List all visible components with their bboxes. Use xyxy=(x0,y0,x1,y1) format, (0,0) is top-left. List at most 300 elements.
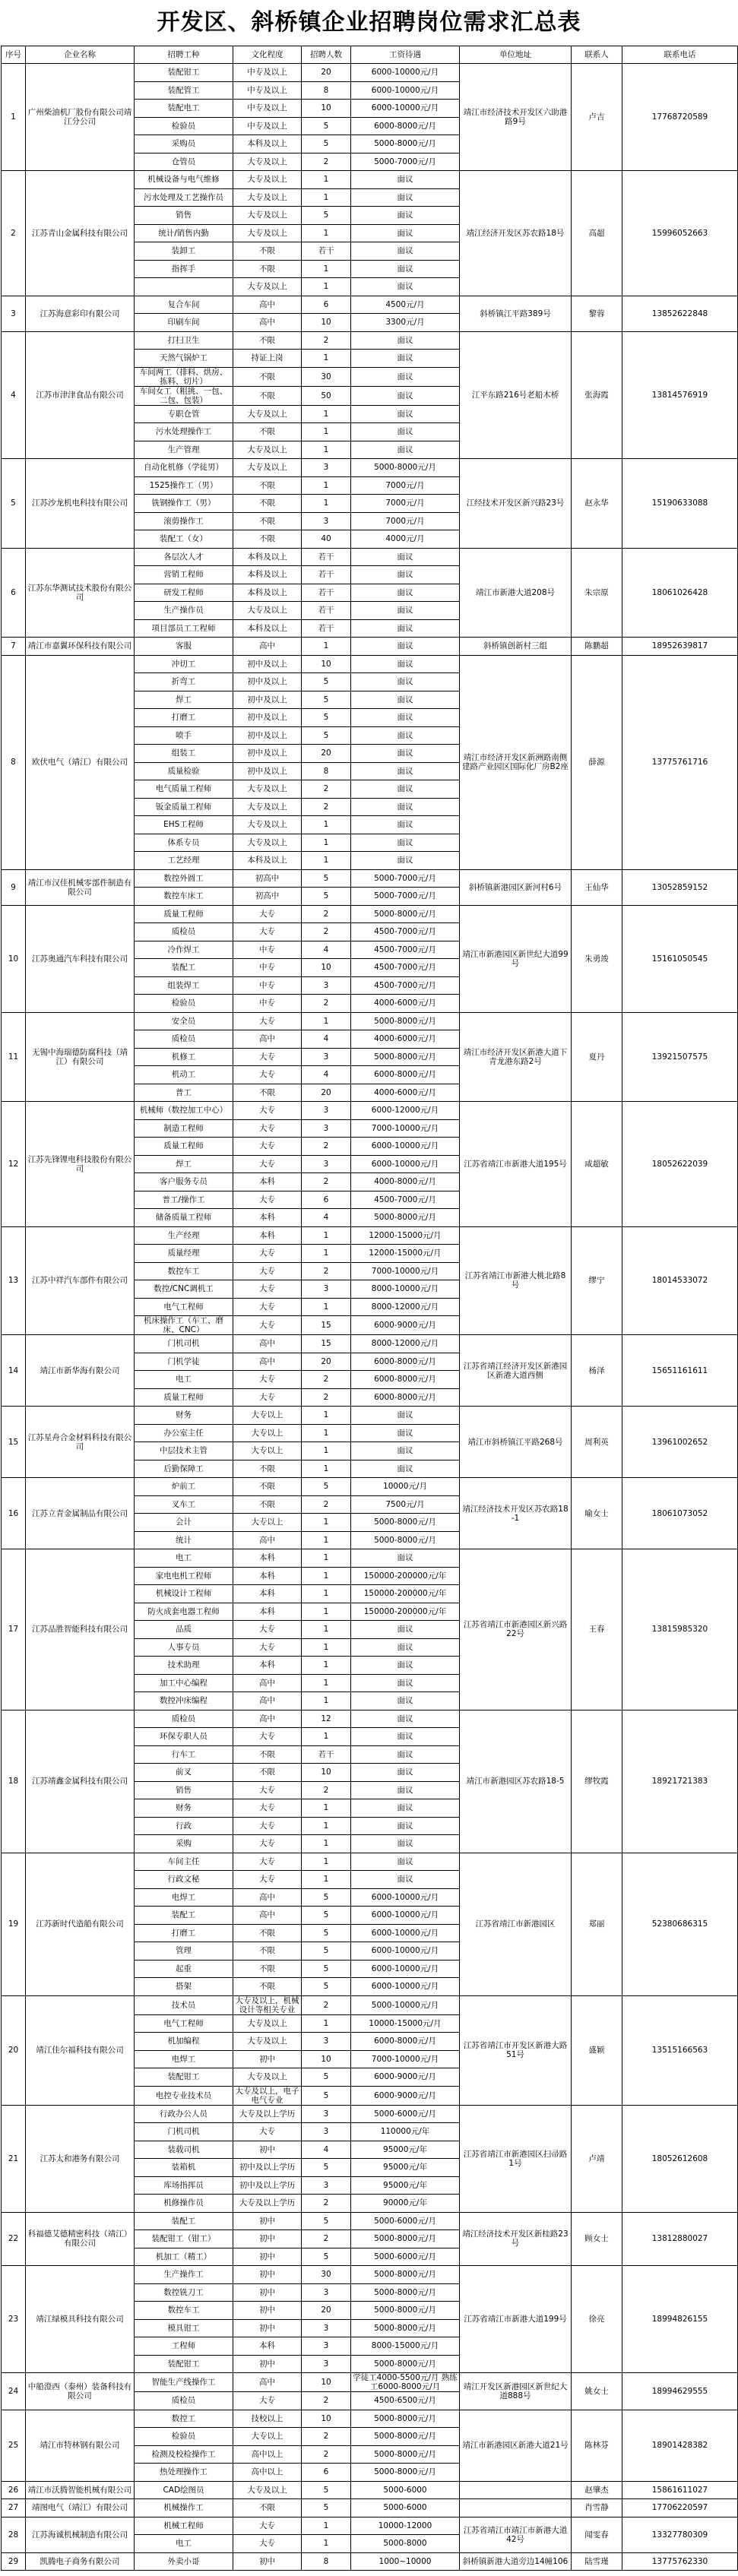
education: 不限 xyxy=(233,476,302,495)
salary: 6000-8000元/月 xyxy=(351,2033,460,2051)
education: 本科 xyxy=(233,1585,302,1603)
job-title: 机修操作员 xyxy=(135,2195,233,2213)
job-title: 电工 xyxy=(135,1371,233,1389)
salary: 面议 xyxy=(351,1549,460,1568)
education: 初高中 xyxy=(233,888,302,906)
company-address xyxy=(460,2481,572,2499)
education: 本科 xyxy=(233,1549,302,1568)
headcount: 3 xyxy=(302,2355,351,2373)
headcount: 1 xyxy=(302,1621,351,1639)
education: 大专 xyxy=(233,2123,302,2141)
education: 本科及以上 xyxy=(233,548,302,566)
contact-phone: 18901428382 xyxy=(622,2410,738,2481)
contact-phone: 13775761716 xyxy=(622,655,738,869)
headcount: 若干 xyxy=(302,619,351,638)
company-name: 江苏沙龙机电科技有限公司 xyxy=(26,459,135,549)
education: 大专 xyxy=(233,2517,302,2535)
education: 中专及以上 xyxy=(233,81,302,100)
headcount: 10 xyxy=(302,314,351,332)
salary: 5000-8000元/月 xyxy=(351,2464,460,2482)
salary: 面议 xyxy=(351,852,460,870)
header-row xyxy=(2,46,738,64)
headcount: 3 xyxy=(302,1119,351,1138)
education: 初中 xyxy=(233,2552,302,2571)
headcount: 1 xyxy=(302,405,351,423)
headcount: 1 xyxy=(302,2535,351,2553)
headcount: 2 xyxy=(302,2428,351,2446)
table-row xyxy=(2,1012,738,1030)
education: 初中 xyxy=(233,2302,302,2320)
education: 大专及以上 xyxy=(233,602,302,620)
row-number: 7 xyxy=(2,638,26,656)
salary: 8000-12000元/月 xyxy=(351,1335,460,1353)
headcount: 若干 xyxy=(302,602,351,620)
job-title: 营销工程师 xyxy=(135,566,233,584)
job-title: 机加编程 xyxy=(135,2033,233,2051)
job-title: 工程师 xyxy=(135,2337,233,2356)
education: 高中 xyxy=(233,1674,302,1692)
job-title: 行政文秘 xyxy=(135,1871,233,1889)
contact-phone: 15190633088 xyxy=(622,459,738,549)
headcount: 3 xyxy=(302,2105,351,2123)
headcount: 1 xyxy=(302,1424,351,1442)
education: 大专 xyxy=(233,1728,302,1746)
row-number: 4 xyxy=(2,331,26,459)
salary: 95000元/年 xyxy=(351,2159,460,2177)
salary: 面议 xyxy=(351,1424,460,1442)
table-row xyxy=(2,548,738,566)
company-address: 靖江经济技术开发区新桂路23号 xyxy=(460,2212,572,2266)
table-row xyxy=(2,171,738,189)
headcount: 2 xyxy=(302,995,351,1013)
contact-phone: 18952639817 xyxy=(622,638,738,656)
job-title: 机床操作工（车工、磨床、CNC） xyxy=(135,1316,233,1335)
education: 初中 xyxy=(233,2248,302,2266)
job-title: 装箱机 xyxy=(135,2159,233,2177)
contact-person: 朱勇竣 xyxy=(572,905,622,1012)
education: 大专 xyxy=(233,1138,302,1156)
row-number: 8 xyxy=(2,655,26,869)
headcount: 若干 xyxy=(302,1745,351,1764)
row-number: 15 xyxy=(2,1407,26,1478)
headcount: 1 xyxy=(302,224,351,242)
job-title: 前叉 xyxy=(135,1764,233,1782)
table-row xyxy=(2,1407,738,1425)
job-title: 数控铣刀工 xyxy=(135,2283,233,2302)
job-title: 复合车间 xyxy=(135,296,233,314)
headcount: 1 xyxy=(302,495,351,513)
company-name: 江苏品胜智能科技有限公司 xyxy=(26,1549,135,1710)
headcount: 5 xyxy=(302,2499,351,2517)
education: 持证上岗 xyxy=(233,350,302,368)
education: 大专及以上 xyxy=(233,816,302,834)
company-name: 江苏靖鑫金属科技有限公司 xyxy=(26,1710,135,1853)
headcount: 2 xyxy=(302,153,351,171)
salary: 面议 xyxy=(351,1710,460,1728)
contact-phone: 13814576919 xyxy=(622,331,738,459)
salary: 5000-7000元/月 xyxy=(351,888,460,906)
salary: 5000-6000 xyxy=(351,2499,460,2517)
header-cell: 文化程度 xyxy=(233,46,302,64)
salary: 5000-8000元/月 xyxy=(351,2428,460,2446)
salary: 面议 xyxy=(351,691,460,709)
company-name: 靖江市特林钢有限公司 xyxy=(26,2410,135,2481)
job-title: 数控工 xyxy=(135,2410,233,2428)
headcount: 15 xyxy=(302,1335,351,1353)
headcount: 2 xyxy=(302,1388,351,1407)
salary: 6000-8000元/月 xyxy=(351,1066,460,1084)
header-cell: 工资待遇 xyxy=(351,46,460,64)
job-title: 数控车工 xyxy=(135,2302,233,2320)
education: 不限 xyxy=(233,495,302,513)
salary: 5000-8000元/月 xyxy=(351,459,460,477)
row-number: 1 xyxy=(2,64,26,171)
contact-person: 黎蓉 xyxy=(572,296,622,331)
salary: 面议 xyxy=(351,726,460,745)
company-name: 江苏新时代造船有限公司 xyxy=(26,1853,135,1995)
table-row xyxy=(2,1549,738,1568)
headcount: 1 xyxy=(302,171,351,189)
job-title: 普工 xyxy=(135,1084,233,1102)
page-title: 开发区、斜桥镇企业招聘岗位需求汇总表 xyxy=(157,9,581,36)
headcount: 1 xyxy=(302,1549,351,1568)
company-name: 江苏海意彩印有限公司 xyxy=(26,296,135,331)
job-title: 行政 xyxy=(135,1817,233,1835)
education: 技校以上 xyxy=(233,2410,302,2428)
job-title: 指挥手 xyxy=(135,260,233,278)
headcount: 1 xyxy=(302,1226,351,1245)
company-address: 靖江开发区新港园区新世纪大道888号 xyxy=(460,2373,572,2410)
contact-person: 陈林芬 xyxy=(572,2410,622,2481)
headcount: 5 xyxy=(302,2248,351,2266)
education: 不限 xyxy=(233,367,302,386)
education: 不限 xyxy=(233,1084,302,1102)
education: 大专及以上学历 xyxy=(233,2105,302,2123)
education: 不限 xyxy=(233,1460,302,1478)
education: 初中 xyxy=(233,2355,302,2373)
headcount: 5 xyxy=(302,709,351,727)
salary: 5000-8000元/月 xyxy=(351,1048,460,1066)
headcount: 1 xyxy=(302,1657,351,1675)
job-title: 数控车工 xyxy=(135,1262,233,1280)
contact-person: 咸超敏 xyxy=(572,1102,622,1227)
education: 本科 xyxy=(233,1567,302,1585)
salary: 6000-10000元/月 xyxy=(351,100,460,118)
education: 大专 xyxy=(233,1638,302,1657)
salary: 面议 xyxy=(351,1460,460,1478)
contact-phone: 18014533072 xyxy=(622,1226,738,1335)
company-address: 江苏省靖江市开发区新港大路51号 xyxy=(460,1995,572,2105)
job-title: 热处理操作工 xyxy=(135,2464,233,2482)
salary: 4500-7000元/月 xyxy=(351,959,460,977)
salary: 6000-8000元/月 xyxy=(351,1371,460,1389)
salary: 面议 xyxy=(351,709,460,727)
education: 中专及以上 xyxy=(233,117,302,135)
table-row xyxy=(2,2499,738,2517)
row-number: 27 xyxy=(2,2499,26,2517)
salary: 5000-8000元/月 xyxy=(351,1209,460,1227)
job-title: 装配工 xyxy=(135,959,233,977)
salary: 90000元/年 xyxy=(351,2195,460,2213)
job-title: 组装焊工 xyxy=(135,976,233,995)
company-name: 靖江市新华海有限公司 xyxy=(26,1335,135,1407)
headcount: 15 xyxy=(302,1316,351,1335)
headcount: 2 xyxy=(302,2392,351,2410)
salary: 6000-10000元/月 xyxy=(351,1942,460,1960)
headcount: 5 xyxy=(302,1478,351,1496)
education: 不限 xyxy=(233,530,302,549)
education: 大专及以上 xyxy=(233,224,302,242)
education: 高中 xyxy=(233,638,302,656)
headcount: 5 xyxy=(302,1888,351,1907)
education: 不限 xyxy=(233,423,302,441)
headcount: 3 xyxy=(302,1048,351,1066)
job-title: 数控冲床编程 xyxy=(135,1692,233,1710)
headcount: 3 xyxy=(302,2033,351,2051)
row-number: 9 xyxy=(2,869,26,905)
headcount: 5 xyxy=(302,207,351,225)
education: 本科及以上 xyxy=(233,852,302,870)
row-number: 23 xyxy=(2,2266,26,2373)
job-title: 印刷车间 xyxy=(135,314,233,332)
salary: 7000元/月 xyxy=(351,495,460,513)
headcount: 1 xyxy=(302,1012,351,1030)
job-title: 钣金质量工程师 xyxy=(135,798,233,816)
education: 不限 xyxy=(233,2499,302,2517)
salary: 6000-10000元/月 xyxy=(351,1138,460,1156)
education: 本科 xyxy=(233,1173,302,1191)
contact-person: 朱宗原 xyxy=(572,548,622,638)
contact-person: 陆雪瑾 xyxy=(572,2552,622,2571)
salary: 110000元/年 xyxy=(351,2123,460,2141)
contact-phone: 18994826155 xyxy=(622,2266,738,2373)
job-title: 门机学徒 xyxy=(135,1353,233,1371)
salary: 5000-6000 xyxy=(351,2481,460,2499)
salary: 7500元/月 xyxy=(351,1495,460,1514)
job-title: 研发工程师 xyxy=(135,584,233,602)
salary: 面议 xyxy=(351,798,460,816)
headcount: 1 xyxy=(302,2014,351,2033)
header-cell: 联系电话 xyxy=(622,46,738,64)
contact-phone: 15651161611 xyxy=(622,1335,738,1407)
education: 中专 xyxy=(233,959,302,977)
education: 本科 xyxy=(233,1226,302,1245)
job-title: 客服 xyxy=(135,638,233,656)
contact-phone: 15996052663 xyxy=(622,171,738,296)
job-title: 智能生产线操作工 xyxy=(135,2373,233,2392)
education: 中专及以上 xyxy=(233,100,302,118)
contact-person: 高超 xyxy=(572,171,622,296)
company-name: 江苏奥通汽车科技有限公司 xyxy=(26,905,135,1012)
education: 大专 xyxy=(233,923,302,941)
headcount: 1 xyxy=(302,1853,351,1871)
row-number: 12 xyxy=(2,1102,26,1227)
headcount: 30 xyxy=(302,367,351,386)
job-title: 采购员 xyxy=(135,135,233,153)
contact-person: 缪宁 xyxy=(572,1226,622,1335)
salary: 4000元/月 xyxy=(351,530,460,549)
job-title: 技术助理 xyxy=(135,1657,233,1675)
job-title: 打扫卫生 xyxy=(135,331,233,350)
education: 大专 xyxy=(233,1119,302,1138)
job-title: 组装工 xyxy=(135,745,233,763)
education: 高中 xyxy=(233,1335,302,1353)
header-cell: 联系人 xyxy=(572,46,622,64)
salary: 面议 xyxy=(351,1799,460,1818)
education: 大专及以上 xyxy=(233,2014,302,2033)
salary: 5000-8000元/月 xyxy=(351,2283,460,2302)
row-number: 3 xyxy=(2,296,26,331)
education: 初中 xyxy=(233,2319,302,2337)
contact-person: 顾女士 xyxy=(572,2212,622,2266)
salary: 10000-15000元/月 xyxy=(351,2014,460,2033)
education: 高中 xyxy=(233,1888,302,1907)
contact-person: 张海霞 xyxy=(572,331,622,459)
salary: 面议 xyxy=(351,405,460,423)
salary: 5000-8000元/月 xyxy=(351,2230,460,2248)
company-address: 江苏省靖江市新港园区新兴路22号 xyxy=(460,1549,572,1710)
job-title: 焊工 xyxy=(135,1155,233,1173)
table-row xyxy=(2,2517,738,2535)
headcount: 1 xyxy=(302,1817,351,1835)
salary: 面议 xyxy=(351,602,460,620)
company-name: 靖江市沃腾智能机械有限公司 xyxy=(26,2481,135,2499)
salary: 4500-6500元/月 xyxy=(351,2392,460,2410)
salary: 7000-10000元/月 xyxy=(351,1262,460,1280)
table-row xyxy=(2,1335,738,1353)
contact-phone: 18921721383 xyxy=(622,1710,738,1853)
table-row xyxy=(2,2481,738,2499)
salary: 面议 xyxy=(351,673,460,691)
education: 初中及以上 xyxy=(233,691,302,709)
row-number: 16 xyxy=(2,1478,26,1549)
headcount: 8 xyxy=(302,2552,351,2571)
job-title: 装卸工 xyxy=(135,242,233,261)
job-title: 折弯工 xyxy=(135,673,233,691)
job-title: 仓管员 xyxy=(135,153,233,171)
job-title: 后勤保障工 xyxy=(135,1460,233,1478)
salary: 面议 xyxy=(351,188,460,207)
job-title: 质量经理 xyxy=(135,1245,233,1263)
headcount: 2 xyxy=(302,1262,351,1280)
contact-person: 盛颖 xyxy=(572,1995,622,2105)
education: 不限 xyxy=(233,1478,302,1496)
company-address xyxy=(460,2499,572,2517)
salary: 6000-10000元/月 xyxy=(351,1960,460,1978)
headcount: 5 xyxy=(302,2212,351,2230)
education: 大专 xyxy=(233,1371,302,1389)
job-title: 采购 xyxy=(135,1835,233,1853)
salary: 面议 xyxy=(351,1728,460,1746)
education: 初中及以上 xyxy=(233,762,302,780)
job-title: 会计 xyxy=(135,1514,233,1532)
job-title: 装配钳工（钳工） xyxy=(135,2230,233,2248)
job-title: 客户服务专员 xyxy=(135,1173,233,1191)
job-title: 喷手 xyxy=(135,726,233,745)
company-name: 靖图电气（靖江）有限公司 xyxy=(26,2499,135,2517)
table-row xyxy=(2,331,738,350)
headcount: 5 xyxy=(302,117,351,135)
salary: 4500-7000元/月 xyxy=(351,976,460,995)
education: 大专 xyxy=(233,1621,302,1639)
company-name: 江苏海诚机械制造有限公司 xyxy=(26,2517,135,2552)
contact-person: 赵肇杰 xyxy=(572,2481,622,2499)
salary: 面议 xyxy=(351,655,460,673)
company-address: 江苏省靖江市新港大桃北路8号 xyxy=(460,1226,572,1335)
headcount: 1 xyxy=(302,638,351,656)
salary: 6000-9000元/月 xyxy=(351,2086,460,2105)
headcount: 20 xyxy=(302,64,351,82)
headcount: 1 xyxy=(302,1245,351,1263)
education: 本科及以上 xyxy=(233,584,302,602)
contact-person: 卢靖 xyxy=(572,2105,622,2212)
education: 本科及以上 xyxy=(233,566,302,584)
headcount: 若干 xyxy=(302,548,351,566)
salary: 面议 xyxy=(351,1621,460,1639)
company-address: 靖江市新港园区新世纪大道99号 xyxy=(460,905,572,1012)
job-title: 数控外圆工 xyxy=(135,869,233,888)
salary: 面议 xyxy=(351,1674,460,1692)
headcount: 2 xyxy=(302,1371,351,1389)
job-title: 装配工（女） xyxy=(135,530,233,549)
headcount: 5 xyxy=(302,1907,351,1925)
company-address: 斜桥镇江平路389号 xyxy=(460,296,572,331)
header-cell: 企业名称 xyxy=(26,46,135,64)
salary: 12000-15000元/月 xyxy=(351,1226,460,1245)
salary: 面议 xyxy=(351,1745,460,1764)
salary: 95000元/年 xyxy=(351,2141,460,2159)
headcount: 2 xyxy=(302,1173,351,1191)
contact-person: 杨泽 xyxy=(572,1335,622,1407)
headcount: 2 xyxy=(302,2195,351,2213)
header-cell: 序号 xyxy=(2,46,26,64)
headcount: 5 xyxy=(302,2086,351,2105)
headcount: 5 xyxy=(302,2068,351,2087)
headcount: 1 xyxy=(302,278,351,296)
education: 大专及以上 xyxy=(233,405,302,423)
education: 初中及以上 xyxy=(233,745,302,763)
salary: 1000~10000 xyxy=(351,2552,460,2571)
salary: 面议 xyxy=(351,1692,460,1710)
job-title: 滚剪操作工 xyxy=(135,512,233,530)
job-title: 体系专员 xyxy=(135,834,233,852)
headcount: 3 xyxy=(302,976,351,995)
education: 初中及以上 xyxy=(233,709,302,727)
job-title: 品质 xyxy=(135,1621,233,1639)
job-title: 各层次人才 xyxy=(135,548,233,566)
company-address: 靖江市新港园区苏农路18-5 xyxy=(460,1710,572,1853)
education: 高中以上 xyxy=(233,2445,302,2464)
job-title: 机修工 xyxy=(135,1048,233,1066)
job-title: 车间女工（粗挑、一包、二包、包装） xyxy=(135,386,233,405)
table-row xyxy=(2,905,738,923)
education: 初高中 xyxy=(233,869,302,888)
salary: 5000-8000元/月 xyxy=(351,135,460,153)
headcount: 4 xyxy=(302,2141,351,2159)
education: 不限 xyxy=(233,260,302,278)
contact-person: 喻女士 xyxy=(572,1478,622,1549)
company-name: 广州柴油机厂股份有限公司靖江分公司 xyxy=(26,64,135,171)
job-title: 机械工程师 xyxy=(135,2517,233,2535)
education: 大专以上 xyxy=(233,1407,302,1425)
headcount: 3 xyxy=(302,1102,351,1120)
row-number: 29 xyxy=(2,2552,26,2571)
salary: 5000-6000元/月 xyxy=(351,2248,460,2266)
job-title: 销售 xyxy=(135,1781,233,1799)
salary: 面议 xyxy=(351,1764,460,1782)
headcount: 4 xyxy=(302,1030,351,1049)
company-name: 凯腾电子商务有限公司 xyxy=(26,2552,135,2571)
